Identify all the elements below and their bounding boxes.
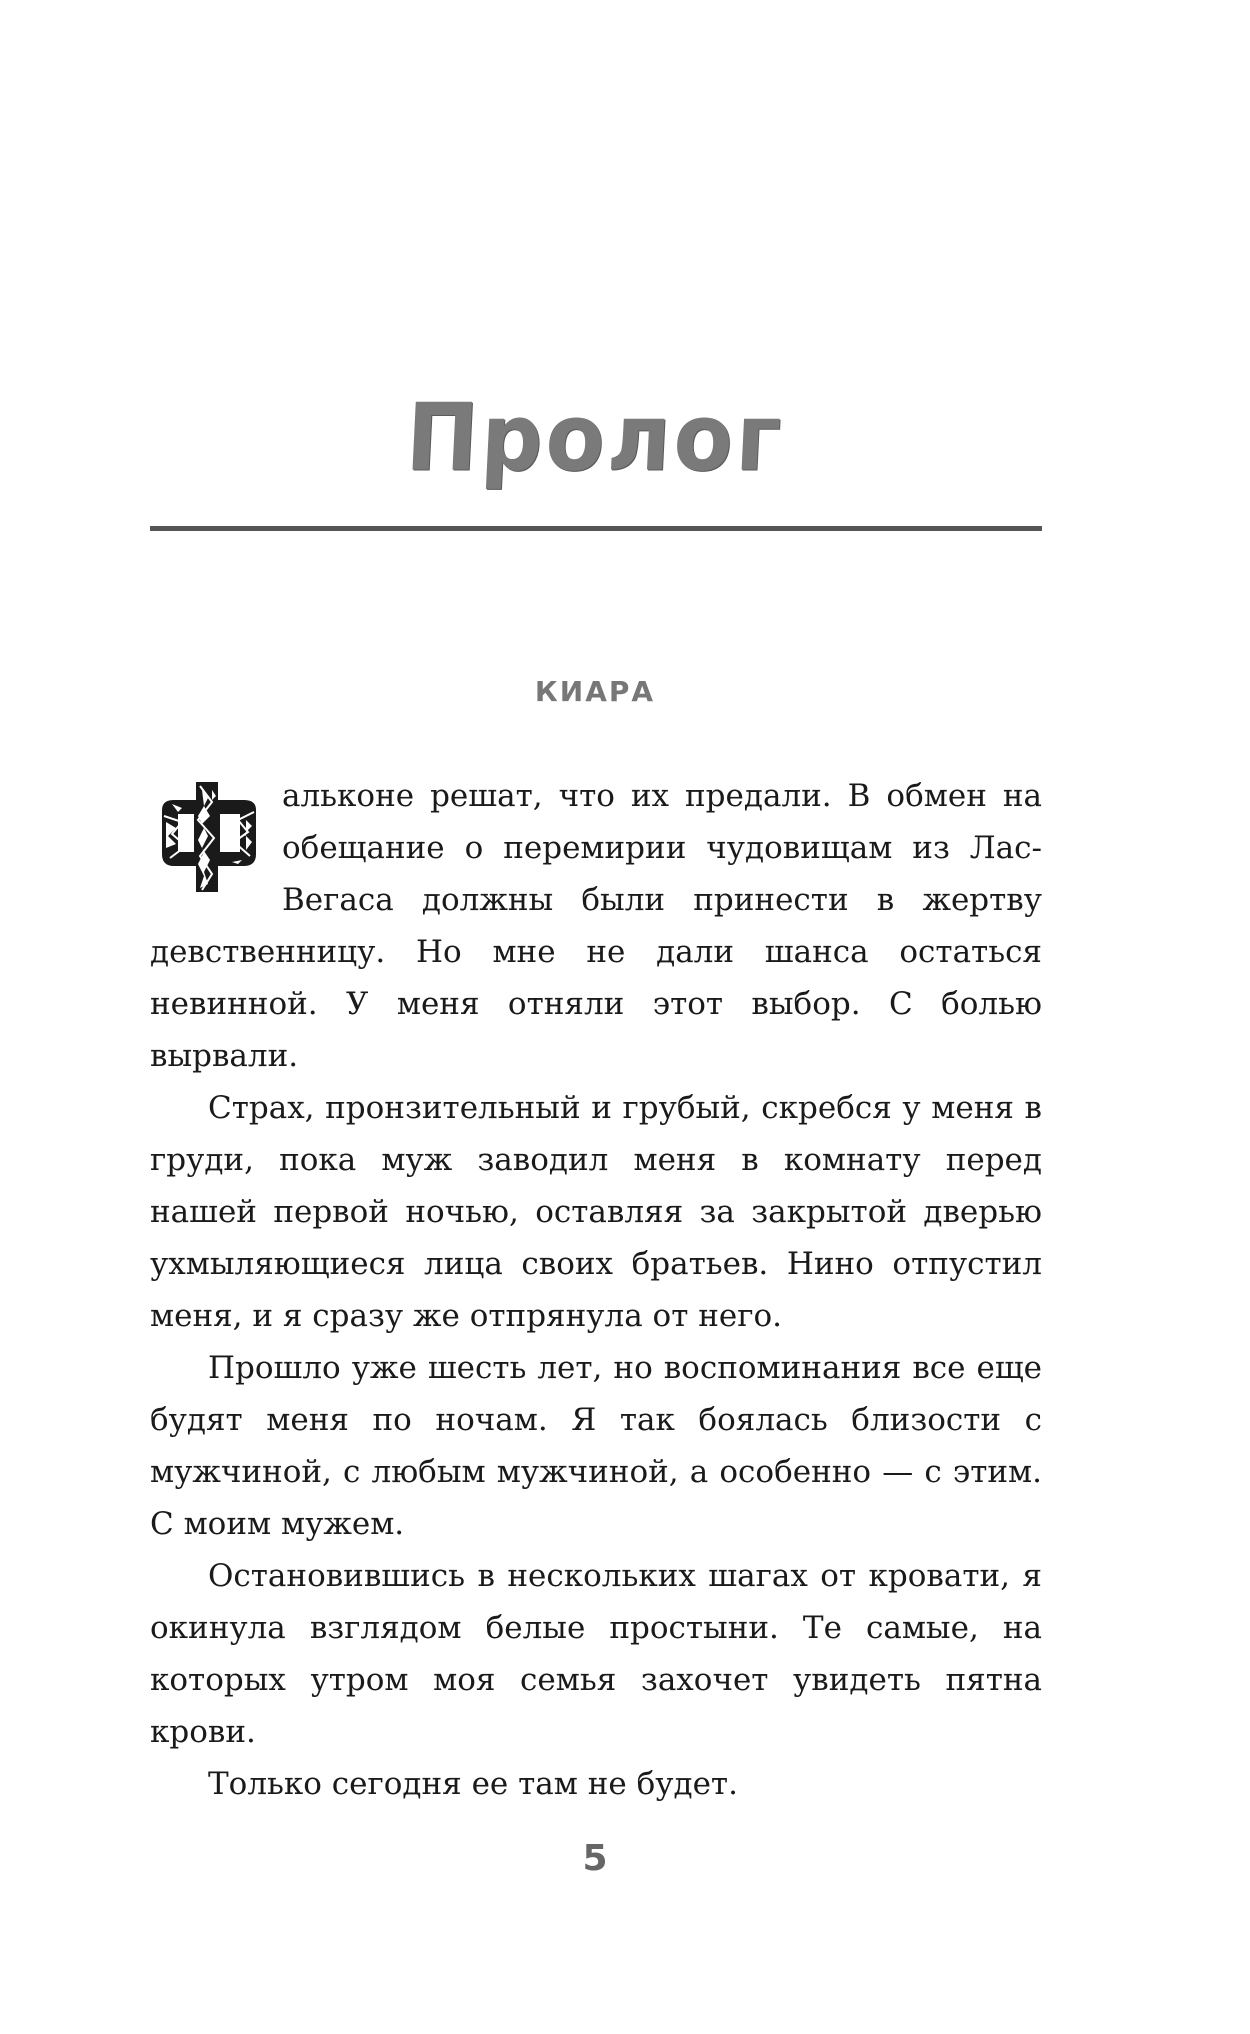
paragraph-3: Прошло уже шесть лет, но воспоминания все еще будят меня по ночам. Я так боялась близости с мужчиной, с любым мужчиной, а особенно — с этим. С моим мужем.	[150, 1350, 1042, 1542]
paragraph-2: Страх, пронзительный и грубый, скребся у меня в груди, пока муж заводил меня в комнату перед нашей первой ночью, оставляя за закрытой дверью ухмыляющиеся лица своих братьев. Нино отпустил меня, и я сразу же отпрянула от него.	[150, 1090, 1042, 1334]
paragraph-4: Остановившись в нескольких шагах от кровати, я окинула взглядом белые простыни. Те самые, на которых утром моя семья захочет увидеть пятна крови.	[150, 1558, 1042, 1750]
page-number: 5	[582, 1838, 608, 1879]
pov-character-name: КИАРА	[534, 675, 656, 708]
decorative-dropcap-letter-icon	[152, 776, 264, 898]
paragraph-1	[150, 770, 1042, 1082]
paragraph-5: Только сегодня ее там не будет.	[208, 1766, 738, 1802]
chapter-body	[150, 770, 1042, 1810]
paragraph-1-text: альконе решат, что их предали. В обмен на обещание о перемирии чудовищам из Лас-Вегаса должны были принести в жертву девственницу. Но мне не дали шанса остаться невинной. У меня отняли этот выбор. С болью вырвали.	[150, 778, 1042, 1074]
chapter-title: Пролог	[403, 384, 787, 492]
title-divider	[150, 526, 1042, 531]
